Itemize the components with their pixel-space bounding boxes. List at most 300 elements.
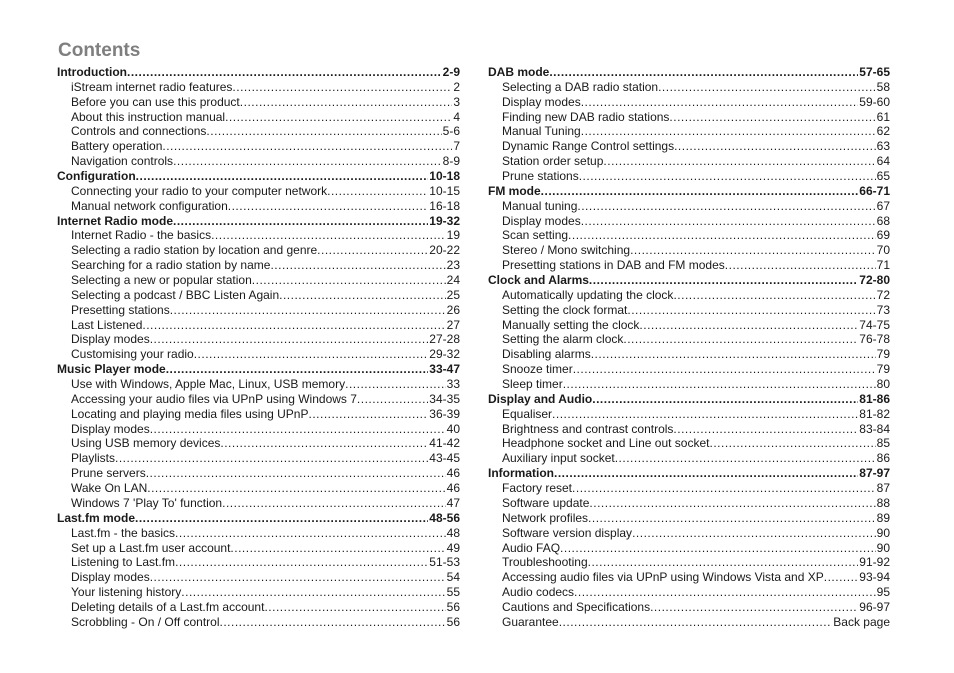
toc-section-entry[interactable] — [57, 65, 460, 80]
toc-entry[interactable] — [57, 541, 460, 556]
toc-entry[interactable] — [57, 228, 460, 243]
toc-section-entry[interactable] — [488, 392, 890, 407]
dot-leader — [127, 65, 442, 80]
toc-entry-page: 34-35 — [429, 391, 460, 406]
toc-entry-title: Automatically updating the clock — [502, 287, 674, 302]
toc-entry-page: 68 — [876, 213, 890, 228]
toc-entry-page: 79 — [876, 347, 890, 362]
toc-entry-page: 4 — [453, 109, 460, 124]
dot-leader — [541, 184, 859, 199]
toc-entry-page: 89 — [876, 510, 890, 525]
toc-entry-title: Display modes — [502, 94, 581, 109]
dot-leader — [220, 615, 446, 630]
toc-entry-title: iStream internet radio features — [71, 79, 233, 94]
toc-entry-page: 70 — [876, 243, 890, 258]
toc-entry-page: 29-32 — [429, 347, 460, 362]
toc-entry-page: 79 — [876, 362, 890, 377]
toc-entry-page: 3 — [453, 94, 460, 109]
toc-entry-title: Customising your radio — [71, 347, 194, 362]
toc-entry-page: 72 — [876, 287, 890, 302]
toc-entry[interactable] — [488, 615, 890, 630]
dot-leader — [559, 615, 833, 630]
toc-entry-title: Sleep timer — [502, 377, 563, 392]
toc-entry-title: Software version display — [502, 525, 633, 540]
toc-entry-title: Headphone socket and Line out socket — [502, 436, 710, 451]
toc-entry-page: 41-42 — [429, 436, 460, 451]
toc-entry[interactable] — [488, 199, 890, 214]
dot-leader — [554, 466, 858, 481]
toc-entry-page: 19-32 — [429, 213, 460, 228]
toc-entry-page: 33-47 — [429, 362, 460, 377]
toc-entry[interactable] — [488, 362, 890, 377]
toc-entry-page: 55 — [446, 585, 460, 600]
toc-entry-title: Searching for a radio station by name — [71, 258, 271, 273]
toc-entry[interactable] — [57, 184, 460, 199]
dot-leader — [632, 526, 876, 541]
toc-entry[interactable] — [488, 496, 890, 511]
toc-entry-title: Windows 7 'Play To' function — [71, 495, 223, 510]
toc-entry-title: Navigation controls — [71, 154, 174, 169]
dot-leader — [581, 124, 876, 139]
toc-entry[interactable] — [57, 332, 460, 347]
dot-leader — [252, 273, 446, 288]
toc-entry-title: Configuration — [57, 169, 136, 184]
toc-entry-title: Music Player mode — [57, 362, 166, 377]
toc-entry[interactable] — [57, 258, 460, 273]
toc-entry-page: 95 — [876, 585, 890, 600]
dot-leader — [615, 451, 876, 466]
toc-entry-page: 2-9 — [442, 65, 460, 79]
toc-entry-title: Audio codecs — [502, 585, 575, 600]
toc-entry-page: 80 — [876, 377, 890, 392]
toc-entry[interactable] — [57, 422, 460, 437]
toc-entry-title: Internet Radio - the basics — [71, 228, 212, 243]
dot-leader — [142, 318, 445, 333]
toc-entry-page: 20-22 — [429, 243, 460, 258]
toc-entry[interactable] — [57, 570, 460, 585]
toc-entry[interactable] — [488, 570, 890, 585]
dot-leader — [232, 80, 452, 95]
toc-entry-title: Controls and connections — [71, 124, 207, 139]
toc-entry-page: 54 — [446, 570, 460, 585]
toc-entry-title: Wake On LAN — [71, 481, 148, 496]
toc-entry-title: FM mode — [488, 183, 541, 198]
toc-entry[interactable] — [57, 199, 460, 214]
toc-entry[interactable] — [488, 228, 890, 243]
toc-entry-title: Battery operation — [71, 139, 163, 154]
toc-entry[interactable] — [488, 154, 890, 169]
toc-entry-page: 67 — [876, 198, 890, 213]
dot-leader — [211, 228, 446, 243]
dot-leader — [230, 541, 445, 556]
toc-column-right — [488, 65, 890, 630]
toc-entry-page: 48 — [446, 525, 460, 540]
toc-entry[interactable] — [57, 481, 460, 496]
toc-section-entry[interactable] — [57, 169, 460, 184]
dot-leader — [135, 511, 428, 526]
toc-entry-title: Selecting a DAB radio station — [502, 79, 659, 94]
dot-leader — [549, 65, 858, 80]
toc-entry-page: 47 — [446, 495, 460, 510]
toc-entry-title: Software update — [502, 495, 590, 510]
dot-leader — [181, 585, 445, 600]
toc-entry-title: Locating and playing media files using UPnP — [71, 406, 309, 421]
toc-entry-page: 43-45 — [429, 451, 460, 466]
dot-leader — [588, 555, 859, 570]
dot-leader — [630, 243, 876, 258]
dot-leader — [563, 377, 876, 392]
dot-leader — [206, 124, 441, 139]
toc-entry-page: 24 — [446, 273, 460, 288]
toc-entry[interactable] — [488, 288, 890, 303]
toc-section-entry[interactable] — [488, 466, 890, 481]
toc-entry-title: Manually setting the clock — [502, 317, 640, 332]
toc-entry[interactable] — [488, 600, 890, 615]
toc-entry-title: Setting the alarm clock — [502, 332, 624, 347]
toc-entry-title: Selecting a radio station by location and genre — [71, 243, 318, 258]
toc-entry-title: Last.fm mode — [57, 510, 136, 525]
toc-entry[interactable] — [57, 303, 460, 318]
toc-entry[interactable] — [488, 407, 890, 422]
dot-leader — [588, 511, 876, 526]
toc-entry-title: Accessing your audio files via UPnP using Windows 7 — [71, 391, 357, 406]
toc-entry-title: Finding new DAB radio stations — [502, 109, 670, 124]
dot-leader — [150, 422, 446, 437]
toc-entry[interactable] — [57, 80, 460, 95]
toc-entry-page: 16-18 — [429, 198, 460, 213]
dot-leader — [639, 318, 858, 333]
dot-leader — [264, 600, 445, 615]
toc-entry-page: 93-94 — [859, 570, 890, 585]
toc-entry[interactable] — [488, 422, 890, 437]
dot-leader — [317, 243, 428, 258]
toc-entry-page: 63 — [876, 139, 890, 154]
toc-entry-page: 86 — [876, 451, 890, 466]
dot-leader — [166, 362, 429, 377]
toc-entry-title: Factory reset — [502, 481, 573, 496]
toc-entry-title: About this instruction manual — [71, 109, 226, 124]
toc-entry-title: Scan setting — [502, 228, 569, 243]
toc-entry-page: 85 — [876, 436, 890, 451]
toc-entry[interactable] — [488, 80, 890, 95]
toc-entry-page: 10-15 — [429, 183, 460, 198]
toc-entry-title: Troubleshooting — [502, 555, 588, 570]
toc-entry[interactable] — [57, 600, 460, 615]
toc-entry-title: Guarantee — [502, 614, 559, 629]
dot-leader — [162, 139, 452, 154]
toc-entry[interactable] — [57, 347, 460, 362]
toc-entry-title: Clock and Alarms — [488, 273, 589, 288]
dot-leader — [658, 80, 876, 95]
toc-entry-page: 8-9 — [442, 154, 460, 169]
toc-entry-page: 73 — [876, 302, 890, 317]
dot-leader — [146, 466, 446, 481]
toc-entry-title: Last.fm - the basics — [71, 525, 176, 540]
toc-entry-title: Auxiliary input socket — [502, 451, 615, 466]
toc-entry[interactable] — [488, 526, 890, 541]
toc-column-left — [57, 65, 460, 630]
toc-entry-title: Before you can use this product — [71, 94, 240, 109]
toc-entry-title: Station order setup — [502, 154, 604, 169]
toc-entry-page: 7 — [453, 139, 460, 154]
toc-entry[interactable] — [488, 214, 890, 229]
dot-leader — [173, 154, 442, 169]
toc-section-entry[interactable] — [488, 273, 890, 288]
dot-leader — [673, 422, 858, 437]
toc-entry-title: Disabling alarms — [502, 347, 591, 362]
toc-entry-title: Display modes — [502, 213, 581, 228]
toc-entry-title: Display modes — [71, 332, 150, 347]
toc-entry-title: Deleting details of a Last.fm account — [71, 599, 265, 614]
dot-leader — [170, 303, 446, 318]
toc-section-entry[interactable] — [57, 511, 460, 526]
toc-entry[interactable] — [57, 139, 460, 154]
toc-entry[interactable] — [488, 377, 890, 392]
dot-leader — [279, 288, 446, 303]
toc-entry-page: 96-97 — [859, 599, 890, 614]
toc-entry[interactable] — [57, 288, 460, 303]
toc-entry-page: 88 — [876, 495, 890, 510]
toc-entry-title: Presetting stations in DAB and FM modes — [502, 258, 725, 273]
dot-leader — [270, 258, 445, 273]
page-title: Contents — [58, 40, 141, 61]
toc-entry[interactable] — [488, 258, 890, 273]
toc-entry[interactable] — [488, 169, 890, 184]
toc-entry-title: Manual Tuning — [502, 124, 581, 139]
toc-entry-page: 40 — [446, 421, 460, 436]
dot-leader — [175, 555, 428, 570]
toc-entry-page: 58 — [876, 79, 890, 94]
dot-leader — [579, 169, 876, 184]
toc-entry-title: DAB mode — [488, 65, 550, 79]
toc-entry[interactable] — [488, 110, 890, 125]
dot-leader — [592, 392, 858, 407]
toc-entry[interactable] — [57, 436, 460, 451]
toc-entry-page: 87 — [876, 481, 890, 496]
toc-entry-title: Connecting your radio to your computer network — [71, 183, 328, 198]
toc-entry-page: 46 — [446, 481, 460, 496]
toc-entry-title: Stereo / Mono switching — [502, 243, 631, 258]
toc-entry-page: 76-78 — [859, 332, 890, 347]
toc-entry[interactable] — [57, 466, 460, 481]
dot-leader — [589, 496, 875, 511]
dot-leader — [150, 332, 429, 347]
dot-leader — [669, 110, 875, 125]
toc-entry-page: 27-28 — [429, 332, 460, 347]
toc-entry[interactable] — [57, 95, 460, 110]
dot-leader — [674, 139, 876, 154]
dot-leader — [194, 347, 429, 362]
toc-entry-page: 72-80 — [859, 273, 890, 288]
toc-entry[interactable] — [488, 511, 890, 526]
toc-entry-title: Cautions and Specifications — [502, 599, 651, 614]
toc-entry-page: 36-39 — [429, 406, 460, 421]
toc-entry-page: 81-82 — [859, 406, 890, 421]
dot-leader — [147, 481, 445, 496]
toc-entry[interactable] — [488, 95, 890, 110]
toc-entry-page: 5-6 — [442, 124, 460, 139]
toc-entry[interactable] — [57, 585, 460, 600]
toc-entry-page: 10-18 — [429, 169, 460, 184]
toc-entry[interactable] — [488, 318, 890, 333]
toc-entry-page: 46 — [446, 466, 460, 481]
dot-leader — [136, 169, 429, 184]
toc-entry-page: 83-84 — [859, 421, 890, 436]
toc-entry-page: 25 — [446, 287, 460, 302]
dot-leader — [572, 481, 876, 496]
toc-entry[interactable] — [488, 303, 890, 318]
toc-entry[interactable] — [488, 124, 890, 139]
toc-entry-page: 69 — [876, 228, 890, 243]
toc-entry-title: Selecting a podcast / BBC Listen Again — [71, 287, 280, 302]
dot-leader — [603, 154, 875, 169]
dot-leader — [650, 600, 858, 615]
dot-leader — [577, 199, 875, 214]
toc-entry[interactable] — [57, 243, 460, 258]
toc-section-entry[interactable] — [488, 65, 890, 80]
dot-leader — [240, 95, 453, 110]
toc-entry-title: Display modes — [71, 570, 150, 585]
toc-entry-page: 65 — [876, 169, 890, 184]
dot-leader — [228, 199, 429, 214]
toc-entry-title: Equaliser — [502, 406, 553, 421]
toc-entry[interactable] — [488, 481, 890, 496]
toc-entry[interactable] — [57, 496, 460, 511]
dot-leader — [824, 570, 859, 585]
dot-leader — [173, 214, 428, 229]
dot-leader — [175, 526, 446, 541]
toc-entry-page: 64 — [876, 154, 890, 169]
toc-entry[interactable] — [488, 332, 890, 347]
toc-entry[interactable] — [488, 451, 890, 466]
toc-entry-page: 59-60 — [859, 94, 890, 109]
toc-entry-page: 91-92 — [859, 555, 890, 570]
toc-entry-page: 74-75 — [859, 317, 890, 332]
dot-leader — [673, 288, 875, 303]
toc-entry[interactable] — [57, 154, 460, 169]
toc-entry-title: Manual network configuration — [71, 198, 228, 213]
dot-leader — [581, 214, 876, 229]
toc-entry[interactable] — [57, 318, 460, 333]
toc-entry-title: Presetting stations — [71, 302, 170, 317]
toc-entry-page: 71 — [876, 258, 890, 273]
dot-leader — [115, 451, 428, 466]
toc-entry-title: Playlists — [71, 451, 116, 466]
toc-entry-page: 61 — [876, 109, 890, 124]
dot-leader — [150, 570, 446, 585]
dot-leader — [589, 273, 858, 288]
dot-leader — [357, 392, 428, 407]
dot-leader — [725, 258, 876, 273]
toc-entry[interactable] — [57, 555, 460, 570]
toc-entry-title: Display modes — [71, 421, 150, 436]
toc-entry-page: 48-56 — [429, 510, 460, 525]
toc-entry-title: Display and Audio — [488, 391, 593, 406]
toc-entry[interactable] — [488, 555, 890, 570]
dot-leader — [560, 541, 876, 556]
dot-leader — [581, 95, 859, 110]
toc-entry[interactable] — [488, 243, 890, 258]
toc-entry[interactable] — [57, 392, 460, 407]
toc-entry[interactable] — [57, 273, 460, 288]
toc-entry[interactable] — [488, 541, 890, 556]
toc-entry-title: Accessing audio files via UPnP using Windows Vista and XP — [502, 570, 824, 585]
toc-entry-title: Use with Windows, Apple Mac, Linux, USB memory — [71, 377, 346, 392]
dot-leader — [623, 332, 858, 347]
toc-entry[interactable] — [57, 526, 460, 541]
toc-entry-page: Back page — [833, 614, 890, 629]
toc-entry-page: 56 — [446, 599, 460, 614]
toc-entry-title: Listening to Last.fm — [71, 555, 176, 570]
toc-entry[interactable] — [57, 451, 460, 466]
dot-leader — [308, 407, 428, 422]
toc-entry-title: Audio FAQ — [502, 540, 561, 555]
toc-entry-title: Scrobbling - On / Off control — [71, 614, 220, 629]
toc-entry-title: Your listening history — [71, 585, 182, 600]
dot-leader — [225, 110, 452, 125]
toc-entry[interactable] — [57, 110, 460, 125]
dot-leader — [627, 303, 875, 318]
dot-leader — [573, 362, 876, 377]
toc-entry[interactable] — [57, 615, 460, 630]
toc-entry-title: Snooze timer — [502, 362, 573, 377]
dot-leader — [220, 436, 428, 451]
dot-leader — [552, 407, 858, 422]
toc-entry[interactable] — [488, 139, 890, 154]
toc-entry-title: Selecting a new or popular station — [71, 273, 252, 288]
toc-section-entry[interactable] — [57, 214, 460, 229]
dot-leader — [591, 347, 876, 362]
toc-entry[interactable] — [57, 407, 460, 422]
toc-entry[interactable] — [488, 436, 890, 451]
toc-entry-page: 90 — [876, 525, 890, 540]
toc-entry-title: Dynamic Range Control settings — [502, 139, 675, 154]
toc-entry-page: 87-97 — [859, 466, 890, 481]
toc-entry-title: Prune stations — [502, 169, 579, 184]
toc-entry-page: 51-53 — [429, 555, 460, 570]
toc-entry-title: Prune servers — [71, 466, 146, 481]
toc-entry[interactable] — [57, 377, 460, 392]
toc-entry-page: 62 — [876, 124, 890, 139]
toc-entry-page: 19 — [446, 228, 460, 243]
toc-entry-title: Internet Radio mode — [57, 213, 174, 228]
dot-leader — [345, 377, 446, 392]
toc-entry-page: 56 — [446, 614, 460, 629]
toc-entry-page: 33 — [446, 377, 460, 392]
dot-leader — [574, 585, 876, 600]
toc-entry-page: 27 — [446, 317, 460, 332]
toc-section-entry[interactable] — [57, 362, 460, 377]
dot-leader — [568, 228, 876, 243]
toc-section-entry[interactable] — [488, 184, 890, 199]
toc-entry-page: 2 — [453, 79, 460, 94]
toc-entry-page: 57-65 — [859, 65, 890, 79]
toc-entry-page: 81-86 — [859, 391, 890, 406]
toc-entry-title: Last Listened — [71, 317, 143, 332]
toc-entry-title: Information — [488, 466, 554, 481]
toc-entry-title: Using USB memory devices — [71, 436, 221, 451]
toc-entry-page: 49 — [446, 540, 460, 555]
toc-entry-title: Setting the clock format — [502, 302, 628, 317]
toc-entry-page: 66-71 — [859, 183, 890, 198]
toc-entry-page: 26 — [446, 302, 460, 317]
dot-leader — [222, 496, 446, 511]
toc-entry-title: Network profiles — [502, 510, 589, 525]
toc-entry[interactable] — [488, 347, 890, 362]
toc-entry[interactable] — [488, 585, 890, 600]
toc-entry[interactable] — [57, 124, 460, 139]
toc-entry-title: Set up a Last.fm user account — [71, 540, 231, 555]
